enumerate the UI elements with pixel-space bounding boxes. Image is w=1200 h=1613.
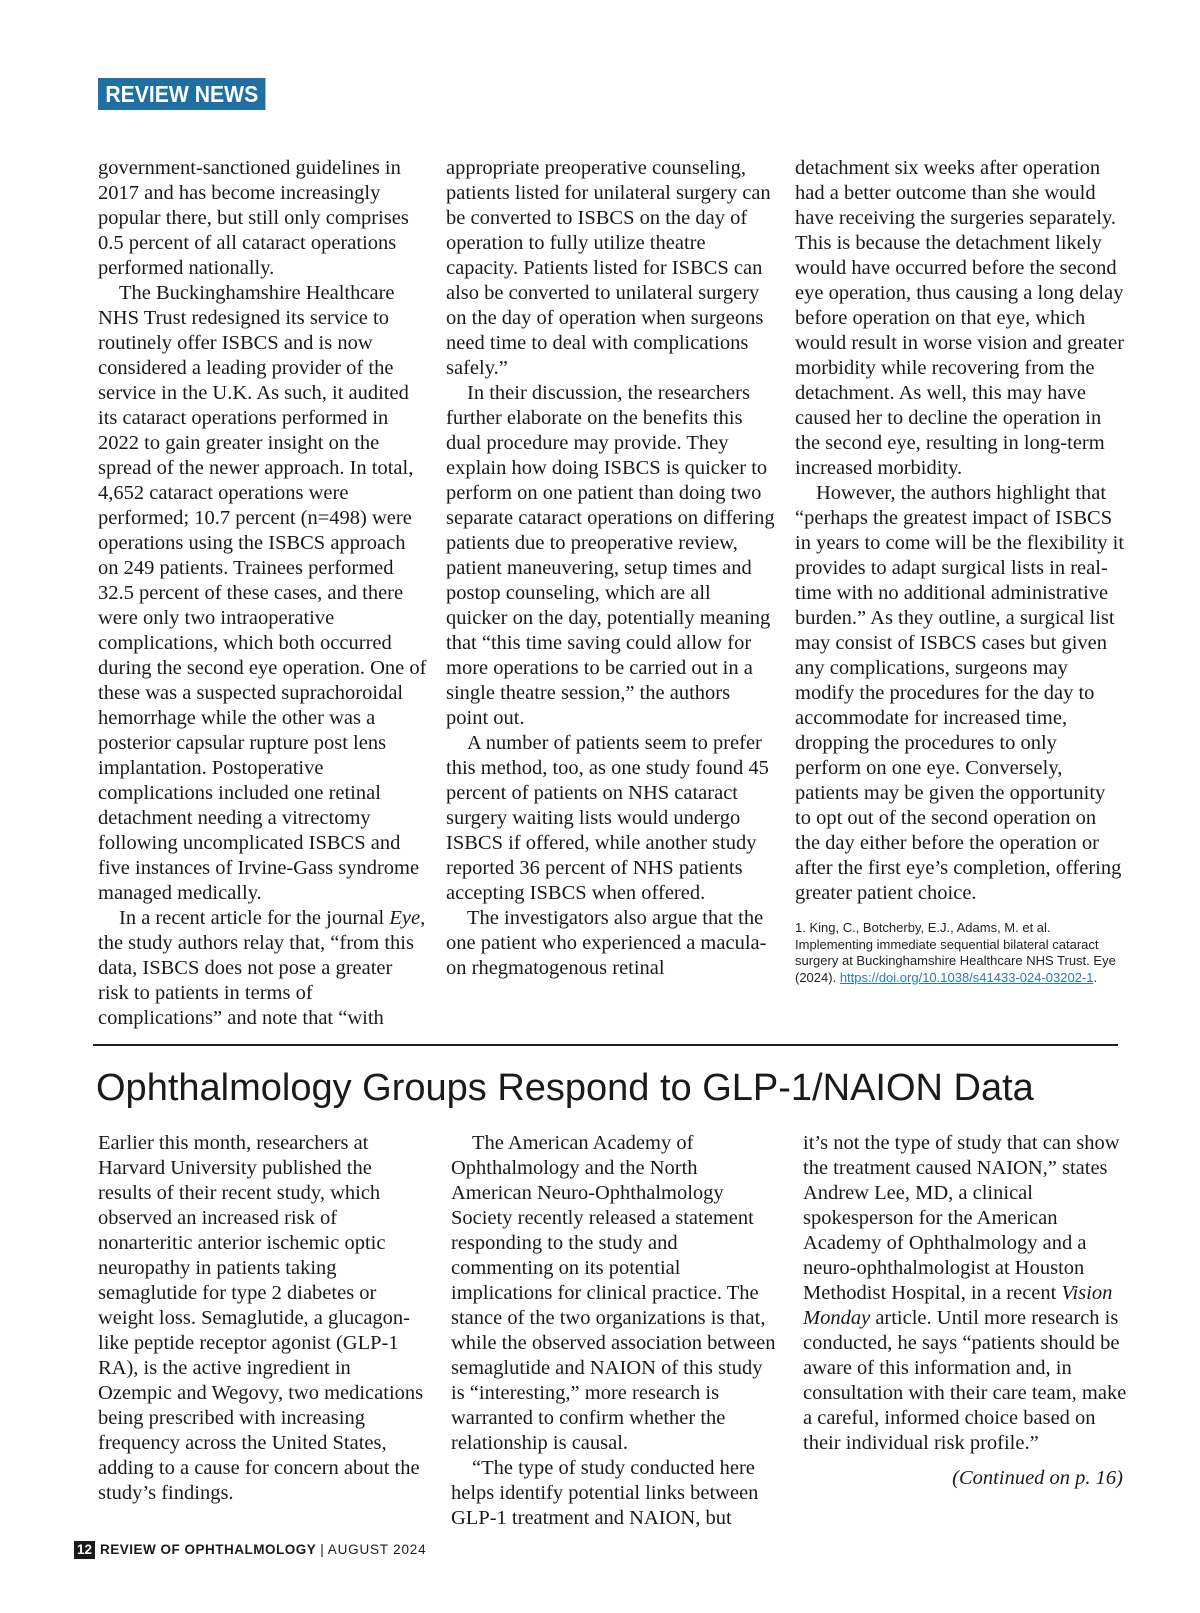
paragraph: it’s not the type of study that can show the treatment caused NAION,” states Andrew Lee, MD, a clinical spokesperson for the American Academy of Ophthalmology and a neuro-ophthalmologist at Houston Methodist Hospital, in a recent Vision Monday article. Until more research is conducted, he says “patients should be aware of this information and, in consultation with their care team, make a careful, informed choice based on their individual risk profile.”	[803, 1132, 1127, 1454]
paragraph: “The type of study conducted here helps identify potential links between GLP-1 treatment and NAION, but	[451, 1457, 759, 1529]
section-label: REVIEW NEWS	[98, 78, 266, 110]
paragraph: The investigators also argue that the one patient who experienced a macula-on rhegmatogenous retinal	[446, 907, 767, 979]
journal-name: Eye	[389, 907, 421, 929]
paragraph: detachment six weeks after operation had a better outcome than she would have receiving the surgeries separately. This is because the detachment likely would have occurred before the second eye operation, thus causing a long delay before operation on that eye, which would result in worse vision and greater morbidity while recovering from the detachment. As well, this may have caused her to decline the operation in the second eye, resulting in long-term increased morbidity.	[795, 157, 1125, 479]
reference-note: 1. King, C., Botcherby, E.J., Adams, M. et al. Implementing immediate sequential bilateral cataract surgery at Buckinghamshire Healthcare NHS Trust. Eye (2024). https://doi.org/10.1038/s41433-024-03202-1.	[795, 920, 1116, 985]
paragraph: The American Academy of Ophthalmology and the North American Neuro-Ophthalmology Society recently released a statement responding to the study and commenting on its potential implications for clinical practice. The stance of the two organizations is that, while the observed association between semaglutide and NAION of this study is “interesting,” more research is warranted to confirm whether the relationship is causal.	[451, 1132, 776, 1454]
publication-name: Vision Monday	[803, 1282, 1113, 1329]
article2-column-2	[451, 1131, 781, 1531]
page-number: 12	[74, 1541, 95, 1559]
article2-column-3	[803, 1131, 1133, 1491]
article1-column-3	[795, 156, 1125, 986]
article2-column-1	[98, 1131, 428, 1506]
page-footer	[74, 1541, 426, 1559]
paragraph: In a recent article for the journal Eye, the study authors relay that, “from this data, ISBCS does not pose a greater risk to patients in terms of complications” and note that “with	[98, 907, 426, 1029]
continued-note: (Continued on p. 16)	[952, 1467, 1123, 1489]
footer-separator: |	[320, 1542, 324, 1557]
paragraph: appropriate preoperative counseling, patients listed for unilateral surgery can be converted to ISBCS on the day of operation to fully utilize theatre capacity. Patients listed for ISBCS can also be converted to unilateral surgery on the day of operation when surgeons need time to deal with complications safely.”	[446, 157, 771, 379]
paragraph: The Buckinghamshire Healthcare NHS Trust redesigned its service to routinely offer ISBCS and is now considered a leading provider of the service in the U.K. As such, it audited its cataract operations performed in 2022 to gain greater insight on the spread of the newer approach. In total, 4,652 cataract operations were performed; 10.7 percent (n=498) were operations using the ISBCS approach on 249 patients. Trainees performed 32.5 percent of these cases, and there were only two intraoperative complications, which both occurred during the second eye operation. One of these was a suspected suprachoroidal hemorrhage while the other was a posterior capsular rupture post lens implantation. Postoperative complications included one retinal detachment needing a vitrectomy following uncomplicated ISBCS and five instances of Irvine-Gass syndrome managed medically.	[98, 282, 427, 904]
paragraph: government-sanctioned guidelines in 2017 and has become increasingly popular there, but still only comprises 0.5 percent of all cataract operations performed nationally.	[98, 157, 409, 279]
paragraph: In their discussion, the researchers further elaborate on the benefits this dual procedure may provide. They explain how doing ISBCS is quicker to perform on one patient than doing two separate cataract operations on differing patients due to preoperative review, patient maneuvering, setup times and postop counseling, which are all quicker on the day, potentially meaning that “this time saving could allow for more operations to be carried out in a single theatre session,” the authors point out.	[446, 382, 775, 729]
article1-column-2	[446, 156, 776, 981]
paragraph: Earlier this month, researchers at Harvard University published the results of their recent study, which observed an increased risk of nonarteritic anterior ischemic optic neuropathy in patients taking semaglutide for type 2 diabetes or weight loss. Semaglutide, a glucagon-like peptide receptor agonist (GLP-1 RA), is the active ingredient in Ozempic and Wegovy, two medications being prescribed with increasing frequency across the United States, adding to a cause for concern about the study’s findings.	[98, 1132, 424, 1504]
article-headline: Ophthalmology Groups Respond to GLP-1/NAION Data	[96, 1067, 1034, 1109]
paragraph: However, the authors highlight that “perhaps the greatest impact of ISBCS in years to come will be the flexibility it provides to adapt surgical lists in real-time with no additional administrative burden.” As they outline, a surgical list may consist of ISBCS cases but given any complications, surgeons may modify the procedures for the day to accommodate for increased time, dropping the procedures to only perform on one eye. Conversely, patients may be given the opportunity to opt out of the second operation on the day either before the operation or after the first eye’s completion, offering greater patient choice.	[795, 482, 1125, 904]
issue-date: AUGUST 2024	[327, 1542, 427, 1557]
publication-title: REVIEW OF OPHTHALMOLOGY	[100, 1542, 317, 1557]
article1-column-1	[98, 156, 428, 1031]
section-divider	[93, 1044, 1118, 1046]
doi-link[interactable]: https://doi.org/10.1038/s41433-024-03202-1	[839, 969, 1094, 985]
paragraph: A number of patients seem to prefer this method, too, as one study found 45 percent of patients on NHS cataract surgery waiting lists would undergo ISBCS if offered, while another study reported 36 percent of NHS patients accepting ISBCS when offered.	[446, 732, 769, 904]
